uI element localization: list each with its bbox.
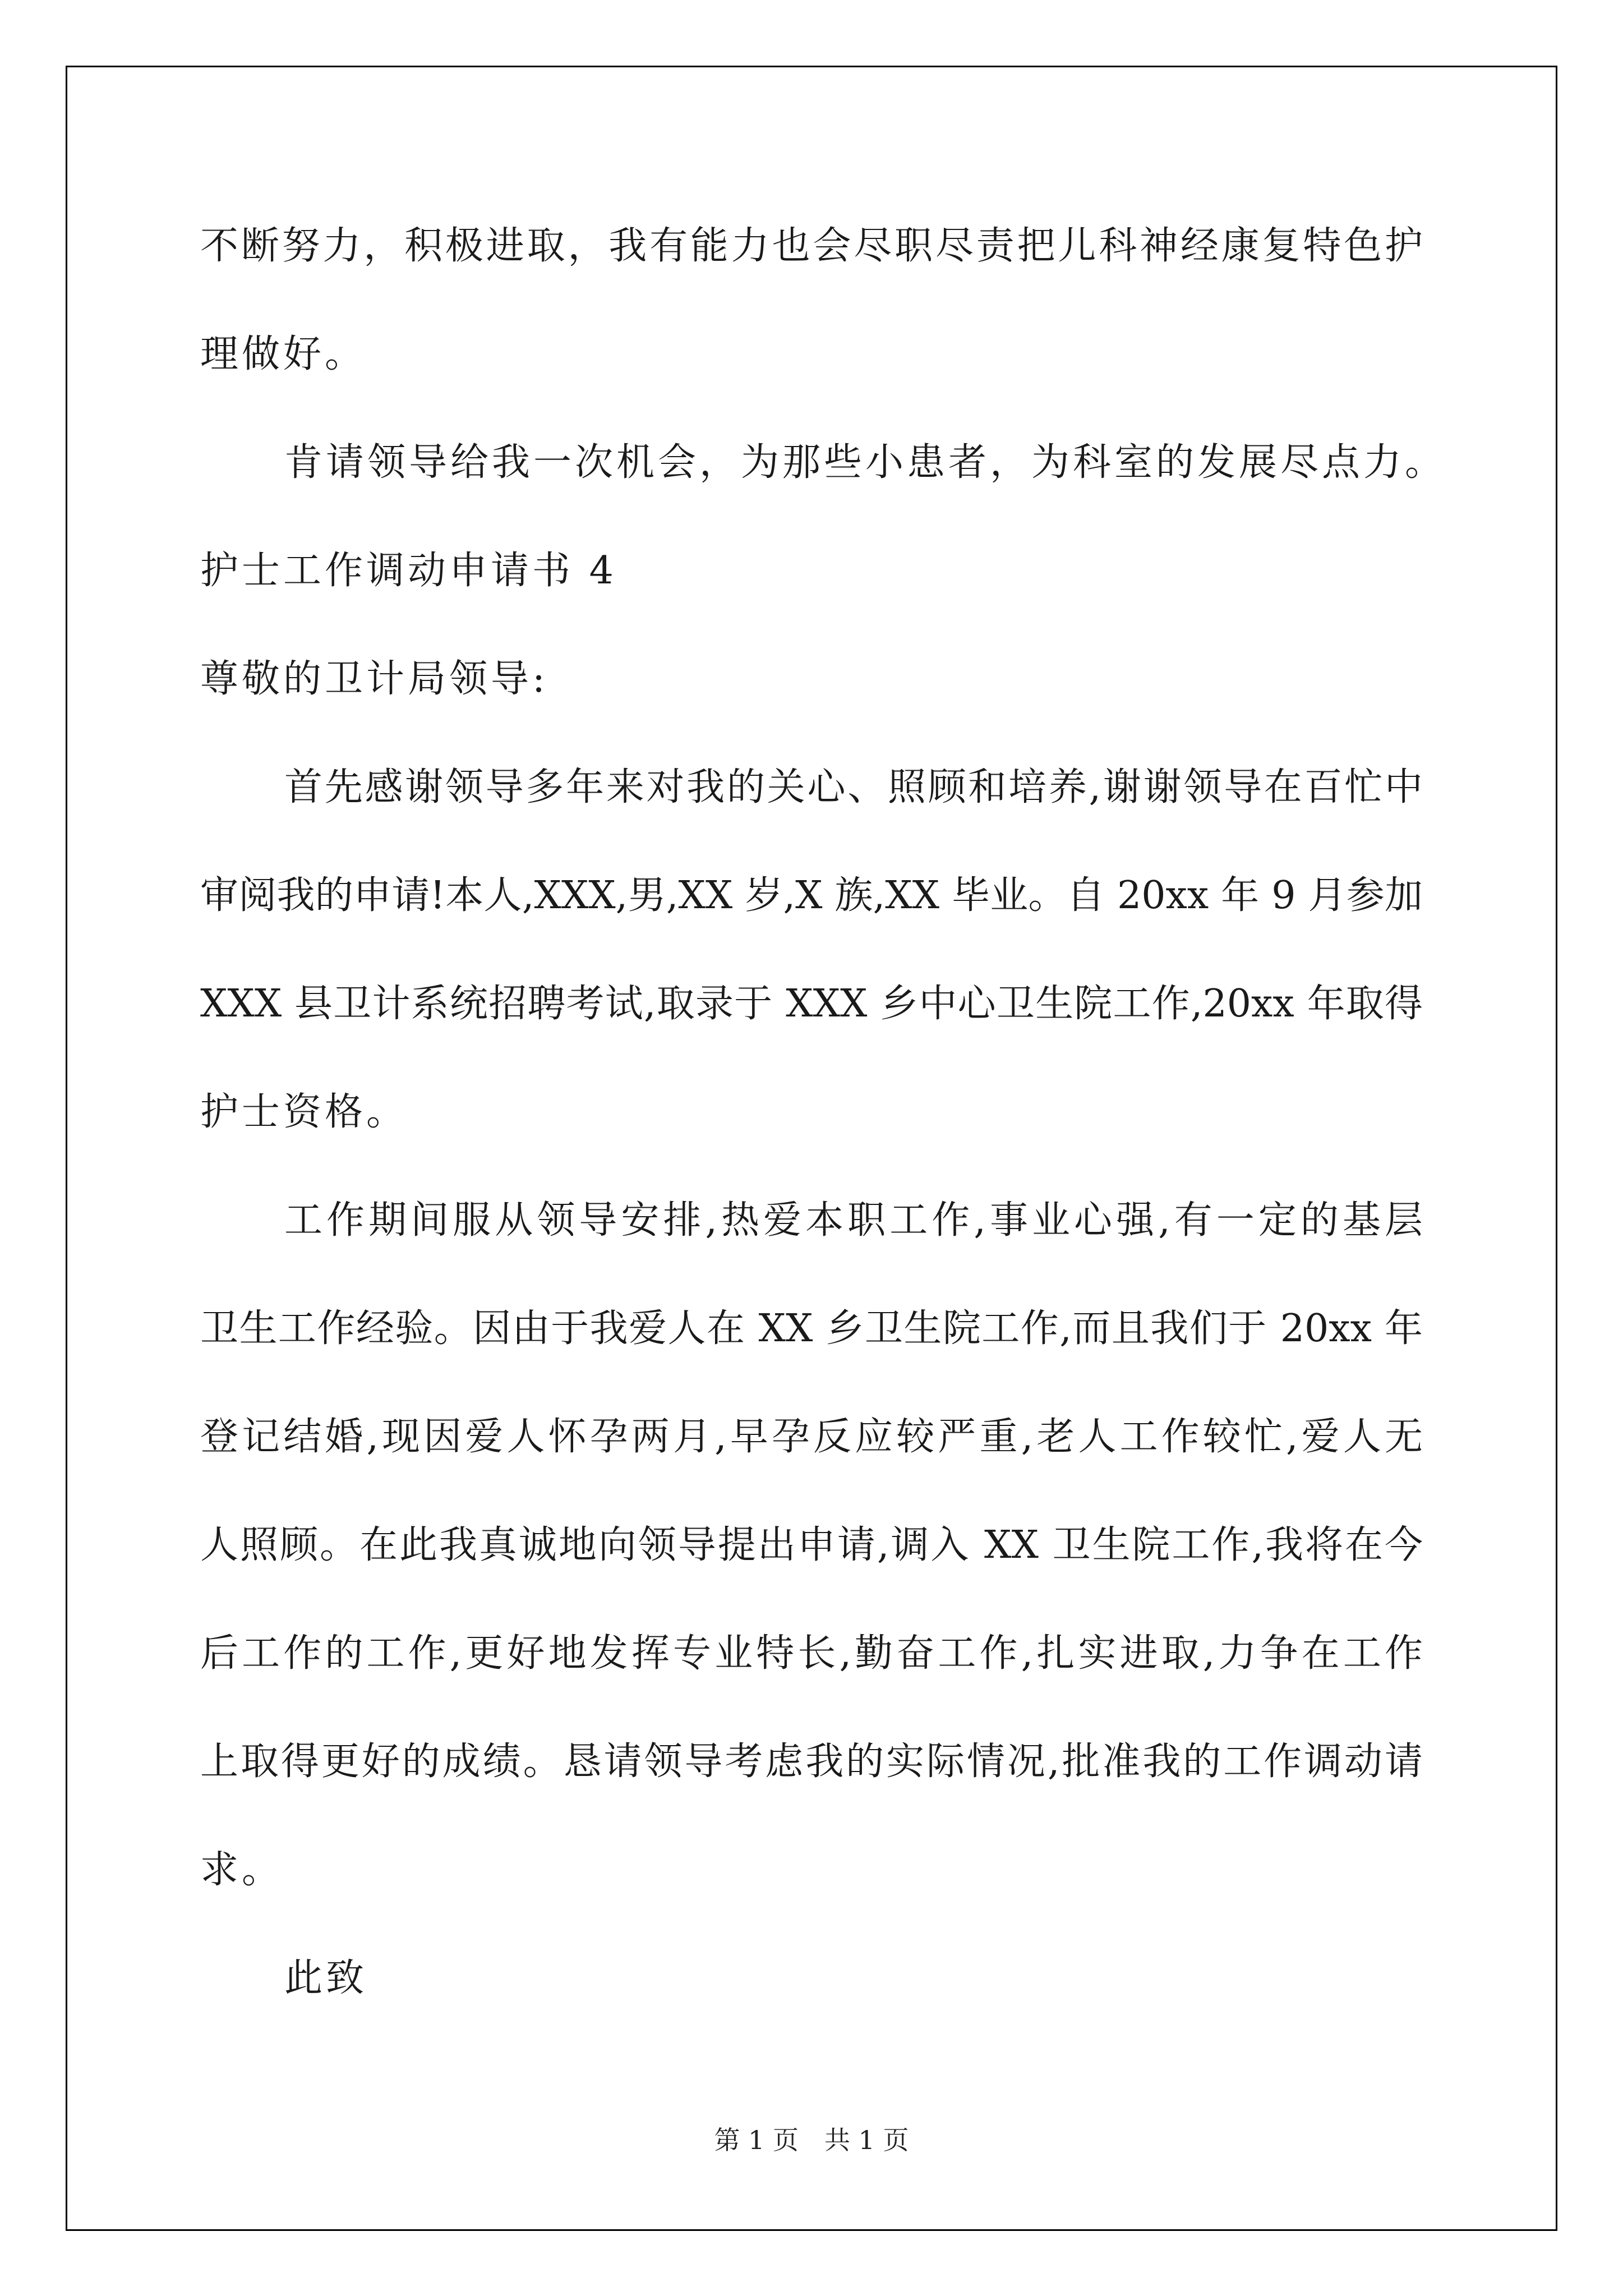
salutation: 尊敬的卫计局领导:	[200, 657, 548, 701]
page-footer: 第 1 页 共 1 页	[714, 2125, 909, 2155]
page-border	[66, 66, 1557, 2231]
closing: 此致	[284, 1956, 368, 2000]
body-line: 肯请领导给我一次机会，为那些小患者，为科室的发展尽点力。	[284, 440, 1447, 485]
body-line: 求。	[200, 1848, 284, 1892]
body-line: 不断努力，积极进取，我有能力也会尽职尽责把儿科神经康复特色护	[200, 224, 1423, 268]
section-heading: 护士工作调动申请书 4	[200, 549, 617, 593]
body-line: 登记结婚,现因爱人怀孕两月,早孕反应较严重,老人工作较忙,爱人无	[200, 1415, 1423, 1459]
body-line: 上取得更好的成绩。恳请领导考虑我的实际情况,批准我的工作调动请	[200, 1740, 1423, 1784]
body-line: XXX 县卫计系统招聘考试,取录于 XXX 乡中心卫生院工作,20xx 年取得	[200, 982, 1423, 1026]
body-line: 审阅我的申请!本人,XXX,男,XX 岁,X 族,XX 毕业。自 20xx 年 9 月参加	[200, 873, 1423, 918]
body-line: 护士资格。	[200, 1090, 408, 1134]
body-line: 卫生工作经验。因由于我爱人在 XX 乡卫生院工作,而且我们于 20xx 年	[200, 1306, 1423, 1351]
body-line: 首先感谢领导多年来对我的关心、照顾和培养,谢谢领导在百忙中	[284, 765, 1423, 809]
body-line: 工作期间服从领导安排,热爱本职工作,事业心强,有一定的基层	[284, 1198, 1423, 1243]
body-line: 后工作的工作,更好地发挥专业特长,勤奋工作,扎实进取,力争在工作	[200, 1631, 1423, 1676]
body-line: 理做好。	[200, 332, 367, 376]
body-line: 人照顾。在此我真诚地向领导提出申请,调入 XX 卫生院工作,我将在今	[200, 1523, 1423, 1567]
